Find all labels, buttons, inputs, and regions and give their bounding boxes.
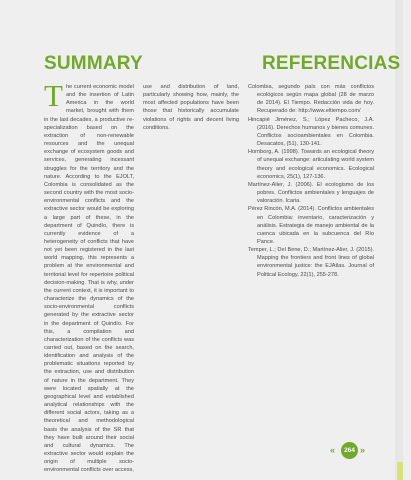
page-tab-marker [397, 462, 403, 480]
double-chevron-right-icon[interactable]: » [360, 445, 366, 455]
reference-entry: Martínez-Alier, J. (2006). El ecologismo de los pobres. Conflictos ambientales y lenguajes de valoración. Icaria. [248, 181, 374, 205]
reference-entry: Temper, L.; Del Bene, D.; Martínez-Alier, J. (2015). Mapping the frontiers and front lines of global environmental justice: the EJAtlas. Journal of Political Ecology, 22(1), 255-278. [248, 247, 374, 278]
page-number-badge: 264 [341, 442, 358, 459]
summary-text-part-1: he current economic model and the insertion of Latin America in the world market, brought with them in the last decades, a productive re-specialization based on the extraction of non-renewable resources and the unequal exchange of ecosystem goods and services, generating incessant struggles for the territory and the nature. According to the EJOLT, Colombia is consolidated as the second country with the most socio-environmental conflicts and the extractive sector would be exploring a large part of these, in the department of Quindío, there is currently evidence of a heterogeneity of conflicts that have not yet been registered in the last world mapping, this represents a problem at the environmental and territorial level for repertoire political decision-making. That is why, under the current context, it is important to characterize the dynamics of the socio-environmental conflicts generated by the extractive sector in the department of Quindío. For this, a compilation and characterization of the conflicts was carried out, based on the search, identification and analysis of the problematic situations reported by the extraction, use and distribution of nature in the department. They were located spatially at the geographical level and established analytical relationships with the different social actors, taking as a theoretical and methodological basis the analysis of the SR that they have built around their social and cultural dynamics. The extractive sector would explain the origin of multiple socio-environmental conflicts over access, [44, 84, 134, 474]
summary-column-2 [143, 83, 239, 132]
summary-heading: SUMMARY [44, 53, 143, 74]
drop-cap: T [44, 78, 63, 113]
reference-entry: Hornborg, A. (1998). Towards an ecological theory of unequal exchange: articulating world system theory and ecological economics. Ecological economics, 25(1), 127-136. [248, 149, 374, 180]
reference-entry: Pérez Rincón, M.A. (2014). Conflictos ambientales en Colombia: inventario, caracterización y análisis. Estrategia de manejo ambiental de la cuenca ubicada en la subcuenca del Río Pance. [248, 206, 374, 245]
double-chevron-left-icon[interactable]: « [330, 445, 336, 455]
references-heading: REFERENCIAS [262, 53, 401, 74]
reference-entry: Hincapié Jiménez, S.; López Pacheco, J.A. (2016). Derechos humanos y bienes comunes. Conflictos socioambientales en Colombia. Desacatos, (51), 130-141. [248, 116, 374, 148]
summary-column-1 [44, 78, 134, 475]
summary-text-part-2: use and distribution of land, particularly showing how, mainly, the most affected populations have been those that historically accumulate violations of rights and decent living conditions. [143, 84, 239, 131]
references-list [248, 83, 374, 279]
reference-entry: Colombia, segundo país con más conflictos ecológicos según mapa global (28 de marzo de 2014). El Tiempo. Redacción vida de hoy. Recuperado de: http://www.eltiempo.com/ [248, 84, 374, 115]
